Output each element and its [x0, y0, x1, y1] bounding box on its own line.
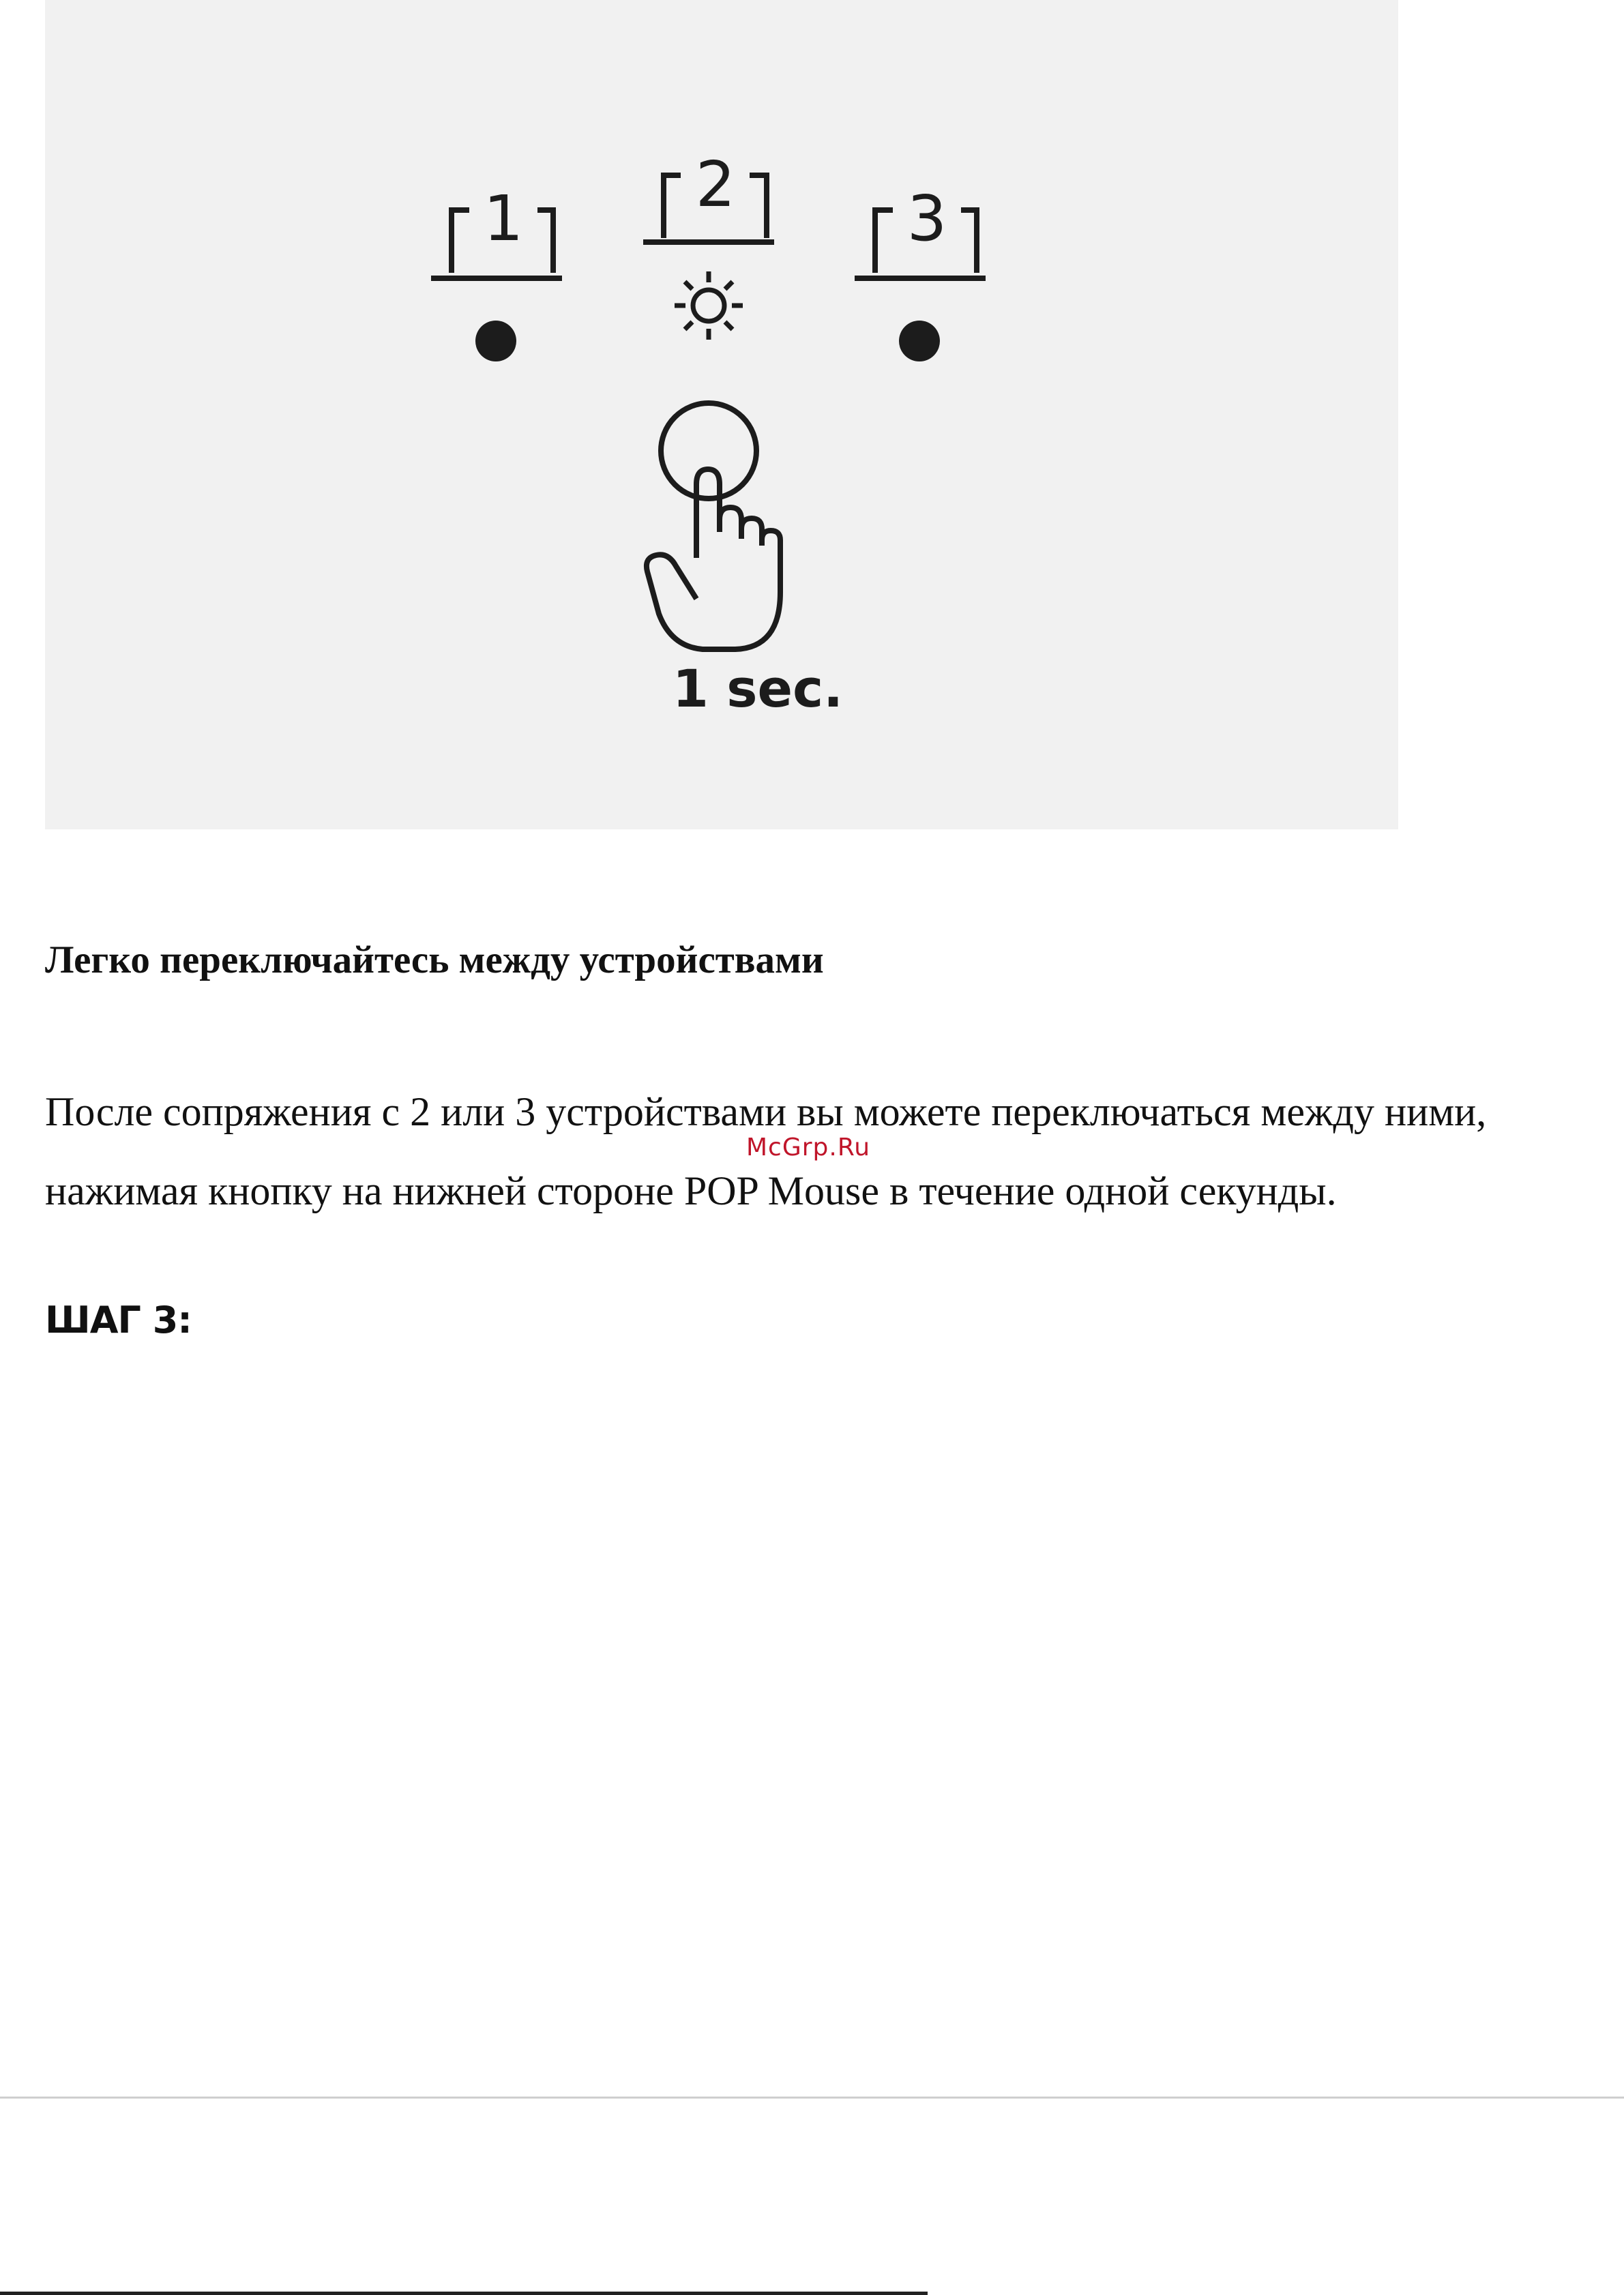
- section-title: Легко переключайтесь между устройствами: [45, 938, 824, 981]
- step-heading: ШАГ 3:: [45, 1299, 192, 1342]
- section-body: После сопряжения с 2 или 3 устройствами вы можете переключаться между ними, нажимая кнопку на нижней стороне POP Mouse в течение одной секунды.: [45, 1089, 1487, 1213]
- easy-switch-illustration: [45, 0, 1398, 829]
- channel-3-light-off-icon: [899, 321, 940, 361]
- channel-1-light-off-icon: [475, 321, 516, 361]
- channel-3-number: 3: [906, 182, 947, 255]
- switch-button-icon: [661, 403, 756, 499]
- channel-1-number: 1: [483, 182, 524, 255]
- page-divider: [0, 2097, 1624, 2099]
- easy-switch-diagram: [45, 0, 1398, 829]
- hold-duration-label: 1 sec.: [672, 658, 844, 719]
- bottom-rule: [0, 2292, 928, 2295]
- channel-2-number: 2: [695, 148, 736, 221]
- channel-2-light-on-icon: [675, 271, 743, 340]
- watermark-label: McGrp.Ru: [746, 1134, 871, 1161]
